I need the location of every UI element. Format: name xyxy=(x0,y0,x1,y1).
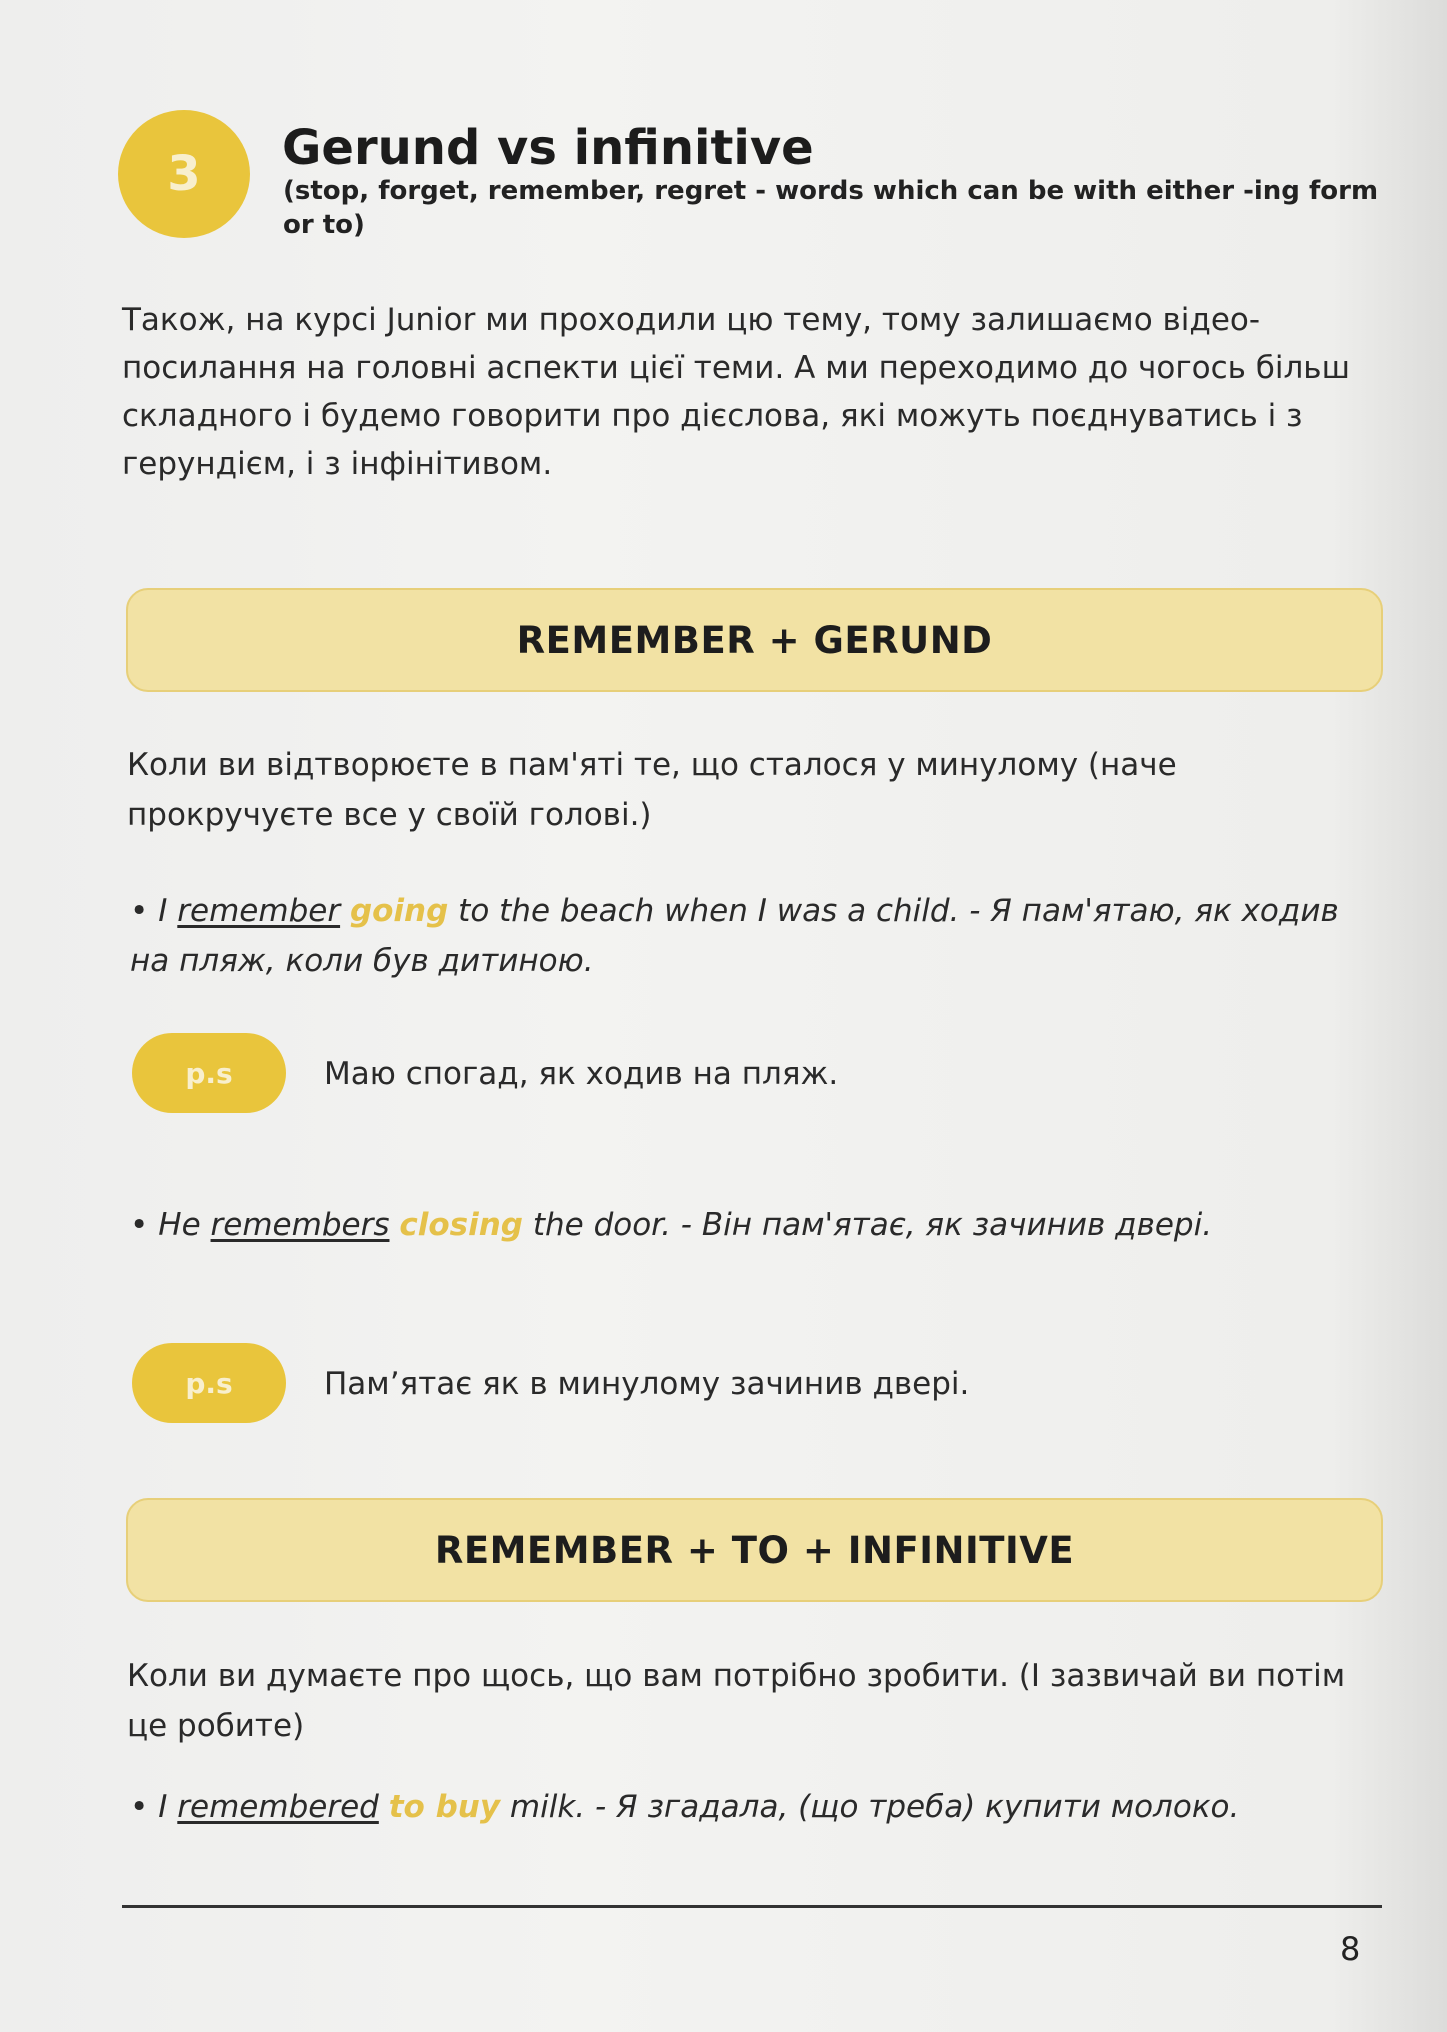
example-verb: remembered xyxy=(177,1789,379,1825)
example-highlight: going xyxy=(349,893,449,929)
example-verb: remember xyxy=(177,893,341,929)
ps-label: p.s xyxy=(185,1366,233,1400)
page-number: 8 xyxy=(1340,1930,1361,1968)
example-after: to the beach when I was a child. - Я пам'ятаю, як ходив на пляж, коли був дитиною. xyxy=(130,893,1339,979)
ps-note-1: Маю спогад, як ходив на пляж. xyxy=(324,1056,839,1092)
gerund-banner xyxy=(126,588,1383,692)
example-after: the door. - Він пам'ятає, як зачинив двері. xyxy=(522,1207,1213,1243)
intro-paragraph: Також, на курсі Junior ми проходили цю тему, тому залишаємо відео-посилання на головні аспекти цієї теми. А ми переходимо до чогось більш складного і будемо говорити про дієслова, які можуть поєднуватись і з герундієм, і з інфінітивом. xyxy=(122,302,1350,482)
section-title: Gerund vs infinitive xyxy=(282,120,814,176)
ps-note-2: Пам’ятає як в минулому зачинив двері. xyxy=(324,1366,970,1402)
infinitive-description: Коли ви думаєте про щось, що вам потрібно зробити. (І зазвичай ви потім це робите) xyxy=(127,1658,1346,1744)
example-before: He xyxy=(158,1207,211,1243)
example-highlight: to buy xyxy=(388,1789,501,1825)
gerund-banner-label: REMEMBER + GERUND xyxy=(516,618,993,662)
example-after: milk. - Я згадала, (що треба) купити молоко. xyxy=(500,1789,1240,1825)
section-number: 3 xyxy=(167,146,201,202)
section-subtitle: (stop, forget, remember, regret - words which can be with either -ing form or to) xyxy=(283,176,1379,240)
gerund-description: Коли ви відтворюєте в пам'яті те, що сталося у минулому (наче прокручуєте все у своїй голові.) xyxy=(127,747,1177,833)
ps-pill-1 xyxy=(132,1033,286,1113)
section-number-badge xyxy=(118,110,250,238)
example-before: I xyxy=(158,893,178,929)
footer-divider xyxy=(122,1905,1382,1908)
infinitive-example xyxy=(130,1782,1380,1832)
bullet: • xyxy=(130,893,149,929)
bullet: • xyxy=(130,1207,149,1243)
gerund-example-1 xyxy=(130,886,1380,986)
gerund-example-2 xyxy=(130,1200,1380,1250)
ps-pill-2 xyxy=(132,1343,286,1423)
infinitive-banner xyxy=(126,1498,1383,1602)
bullet: • xyxy=(130,1789,149,1825)
infinitive-banner-label: REMEMBER + TO + INFINITIVE xyxy=(434,1528,1075,1572)
example-highlight: closing xyxy=(399,1207,523,1243)
example-verb: remembers xyxy=(210,1207,390,1243)
example-before: I xyxy=(158,1789,178,1825)
ps-label: p.s xyxy=(185,1056,233,1090)
